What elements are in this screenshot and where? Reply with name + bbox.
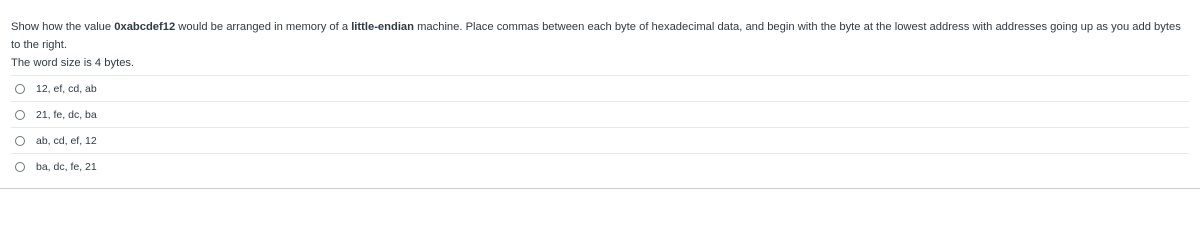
radio-button[interactable]: [15, 84, 25, 94]
answer-option[interactable]: [11, 75, 1189, 101]
prompt-text: machine. Place commas between each byte of hexadecimal data, and begin with the byte at the lowest address with addresses going up as you add bytes to the right.: [11, 21, 1181, 51]
prompt-endianness: little-endian: [351, 21, 414, 33]
prompt-text: would be arranged in memory of a: [175, 21, 352, 33]
radio-button[interactable]: [15, 162, 25, 172]
radio-button[interactable]: [15, 110, 25, 120]
radio-button[interactable]: [15, 136, 25, 146]
prompt-value: 0xabcdef12: [114, 21, 176, 33]
answer-label: 12, ef, cd, ab: [36, 82, 97, 95]
answer-label: ba, dc, fe, 21: [36, 160, 97, 173]
answer-option[interactable]: [11, 101, 1189, 127]
question-prompt: [11, 18, 1191, 72]
answer-label: 21, fe, dc, ba: [36, 108, 97, 121]
answer-label: ab, cd, ef, 12: [36, 134, 97, 147]
prompt-word-size: The word size is 4 bytes.: [11, 57, 135, 69]
answer-list: [11, 75, 1189, 179]
answer-option[interactable]: [11, 127, 1189, 153]
divider: [0, 188, 1200, 189]
prompt-text: Show how the value: [11, 21, 115, 33]
answer-option[interactable]: [11, 153, 1189, 179]
